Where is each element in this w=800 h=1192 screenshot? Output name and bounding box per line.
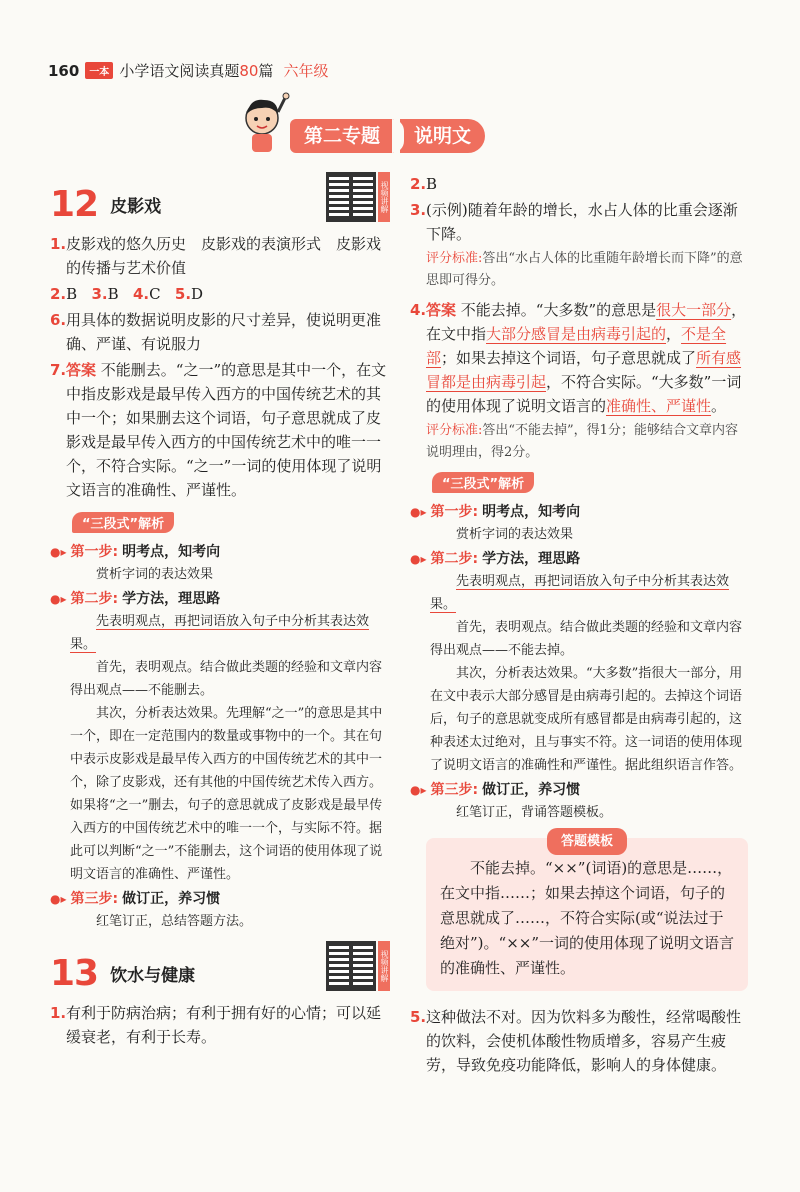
criteria-label: 评分标准: — [426, 423, 483, 438]
item-number: 6. — [50, 311, 67, 329]
lesson-title: 皮影戏 — [110, 196, 162, 217]
item-number: 3. — [91, 285, 108, 303]
highlight-text: 所有感冒都是由病毒引起 — [426, 349, 742, 391]
book-title-post: 篇 — [258, 62, 274, 80]
lesson-number: 12 — [50, 183, 99, 225]
qr-code-icon[interactable] — [326, 172, 376, 222]
scoring-criteria — [410, 420, 748, 464]
answer-label: 答案 — [426, 301, 457, 319]
answer-label: 答案 — [66, 361, 97, 379]
item-number: 1. — [50, 1004, 67, 1022]
video-tag: 视频讲解 — [378, 172, 390, 222]
grade-label: 六年级 — [283, 62, 329, 80]
lesson-title: 饮水与健康 — [110, 965, 196, 986]
page-number: 160 — [48, 61, 80, 80]
step-1-body — [50, 563, 390, 586]
step-label: 第三步: — [70, 891, 119, 907]
step-1 — [410, 501, 748, 523]
highlight-text: 准确性、严谨性 — [606, 397, 712, 415]
arrow-icon: ●▸ — [410, 783, 427, 797]
step-text: 赏析字词的表达效果 — [456, 527, 574, 542]
step-3 — [50, 888, 390, 910]
step-title: 明考点，知考向 — [122, 544, 221, 560]
step-3 — [410, 779, 748, 801]
answer-text: 不能删去。“之一”的意思是其中一个，在文中指皮影戏是最早传入西方的中国传统艺术的其中一个；如果删去这个词语，句子意思就成了皮影戏是最早传入西方的中国传统艺术中的唯一一个，不符合实际。“之一”一词的使用体现了说明文语言的准确性、严谨性。 — [66, 361, 387, 499]
highlight-text: 大部分感冒是由病毒引起的 — [486, 325, 667, 343]
item-number: 2. — [410, 175, 427, 193]
banner-part1: 第二专题 — [290, 119, 394, 153]
scoring-criteria — [410, 248, 748, 292]
answer-item — [410, 198, 748, 246]
answer-item — [50, 308, 390, 356]
book-title — [119, 60, 273, 81]
analysis-badge: “三段式”解析 — [72, 512, 174, 533]
arrow-icon: ●▸ — [50, 545, 67, 559]
book-title-accent: 80 — [239, 62, 259, 80]
answer-text: B — [107, 285, 119, 303]
item-number: 1. — [50, 235, 67, 253]
answer-text: 用具体的数据说明皮影的尺寸差异，使说明更准确、严谨、有说服力 — [66, 311, 382, 353]
answer-text: 不能去掉。“大多数”的意思是 — [460, 301, 657, 319]
qr-code-icon[interactable] — [326, 941, 376, 991]
mascot-icon — [238, 92, 290, 154]
item-number: 5. — [174, 285, 192, 303]
step-label: 第一步: — [430, 504, 479, 520]
item-number: 7. — [50, 361, 67, 379]
template-text: 不能去掉。“××”(词语)的意思是……，在文中指……；如果去掉这个词语，句子的意思就成了……，不符合实际(或“说法过于绝对”)。“××”一词的使用体现了说明文语言的准确性、严谨性。 — [440, 859, 734, 977]
step-label: 第一步: — [70, 544, 119, 560]
step-title: 明考点，知考向 — [482, 504, 581, 520]
highlight-text: 很大一部分 — [656, 301, 732, 319]
answer-text: ，在文中指 — [426, 301, 747, 343]
arrow-icon: ●▸ — [50, 892, 67, 906]
step-title: 做订正，养习惯 — [482, 782, 581, 798]
answer-text: 这种做法不对。因为饮料多为酸性，经常喝酸性的饮料，会使机体酸性物质增多，容易产生疲劳，导致免疫功能降低，影响人的身体健康。 — [426, 1008, 742, 1074]
step-text: 红笔订正，背诵答题模板。 — [456, 805, 613, 820]
lesson13-header — [50, 945, 390, 1001]
arrow-icon: ●▸ — [410, 505, 427, 519]
step-paragraph: 其次，分析表达效果。“大多数”指很大一部分，用在文中表示大部分感冒是由病毒引起的。去掉这个词语后，句子的意思就变成所有感冒都是由病毒引起的，这种表述太过绝对，且与事实不符。这一词语的使用体现了说明文语言的准确性和严谨性。据此组织语言作答。 — [430, 666, 743, 773]
step-text: 红笔订正，总结答题方法。 — [96, 914, 253, 929]
answer-item — [410, 1005, 748, 1077]
step-title: 做订正，养习惯 — [122, 891, 221, 907]
step-title: 学方法，理思路 — [482, 551, 581, 567]
answer-text: B — [66, 285, 78, 303]
video-tag: 视频讲解 — [378, 941, 390, 991]
step-title: 学方法，理思路 — [122, 591, 221, 607]
answer-item — [50, 358, 390, 502]
answer-text: 。 — [711, 397, 727, 415]
answer-item — [50, 1001, 390, 1049]
item-number: 2. — [50, 285, 67, 303]
answer-text: ， — [666, 325, 682, 343]
step-paragraph: 首先，表明观点。结合做此类题的经验和文章内容得出观点——不能去掉。 — [430, 620, 743, 658]
step-1 — [50, 541, 390, 563]
step-paragraph: 其次，分析表达效果。先理解“之一”的意思是其中一个，即在一定范围内的数量或事物中的一个。其在句中表示皮影戏是最早传入西方的中国传统艺术的其中一个，除了皮影戏，还有其他的中国传统艺术传入西方。如果将“之一”删去，句子的意思就成了皮影戏是最早传入西方的中国传统艺术中的唯一一个，与实际不符。据此可以判断“之一”不能删去，这个词语的使用体现了说明文语言的准确性、严谨性。 — [70, 706, 383, 882]
answer-template-box — [426, 834, 748, 991]
answer-text: D — [191, 285, 204, 303]
method-key: 先表明观点，再把词语放入句子中分析其表达效果。 — [430, 574, 730, 612]
lesson12-header — [50, 176, 390, 232]
arrow-icon: ●▸ — [410, 552, 427, 566]
step-label: 第二步: — [70, 591, 119, 607]
analysis-badge: “三段式”解析 — [432, 472, 534, 493]
highlight-text: 不是全部 — [426, 325, 727, 367]
left-column — [50, 176, 390, 1051]
answer-text: C — [149, 285, 161, 303]
criteria-text: 答出“不能去掉”，得1分；能够结合文章内容说明理由，得2分。 — [426, 423, 738, 460]
answer-text: ，不符合实际。“大多数”一词的使用体现了说明文语言的 — [426, 373, 742, 415]
book-title-pre: 小学语文阅读真题 — [119, 62, 240, 80]
banner-part2: 说明文 — [400, 119, 485, 153]
answer-text: 皮影戏的悠久历史 皮影戏的表演形式 皮影戏的传播与艺术价值 — [66, 235, 382, 277]
step-2 — [50, 588, 390, 610]
criteria-label: 评分标准: — [426, 251, 483, 266]
answer-item — [410, 172, 748, 196]
page-header — [48, 60, 328, 81]
step-1-body — [410, 523, 748, 546]
step-2-body — [50, 610, 390, 886]
step-paragraph: 首先，表明观点。结合做此类题的经验和文章内容得出观点——不能删去。 — [70, 660, 383, 698]
answer-text: ；如果去掉这个词语，句子意思就成了 — [441, 349, 697, 367]
answer-text: (示例)随着年龄的增长，水占人体的比重会逐渐下降。 — [426, 201, 738, 243]
topic-banner — [290, 118, 550, 154]
answer-item — [50, 282, 390, 306]
step-label: 第三步: — [430, 782, 479, 798]
step-3-body — [50, 910, 390, 933]
item-number: 5. — [410, 1008, 427, 1026]
step-text: 赏析字词的表达效果 — [96, 567, 214, 582]
arrow-icon: ●▸ — [50, 592, 67, 606]
criteria-text: 答出“水占人体的比重随年龄增长而下降”的意思即可得分。 — [426, 251, 743, 288]
brand-badge: 一本 — [85, 62, 113, 79]
answer-item — [50, 232, 390, 280]
template-title: 答题模板 — [547, 828, 627, 855]
lesson-number: 13 — [50, 952, 99, 994]
answer-text: 有利于防病治病；有利于拥有好的心情；可以延缓衰老，有利于长寿。 — [66, 1004, 382, 1046]
step-2 — [410, 548, 748, 570]
step-3-body — [410, 801, 748, 824]
method-key: 先表明观点，再把词语放入句子中分析其表达效果。 — [70, 614, 370, 652]
answer-item — [410, 298, 748, 418]
item-number: 3. — [410, 201, 427, 219]
step-label: 第二步: — [430, 551, 479, 567]
item-number: 4. — [410, 301, 427, 319]
right-column — [410, 172, 748, 1079]
step-2-body — [410, 570, 748, 777]
item-number: 4. — [132, 285, 150, 303]
answer-text: B — [426, 175, 438, 193]
